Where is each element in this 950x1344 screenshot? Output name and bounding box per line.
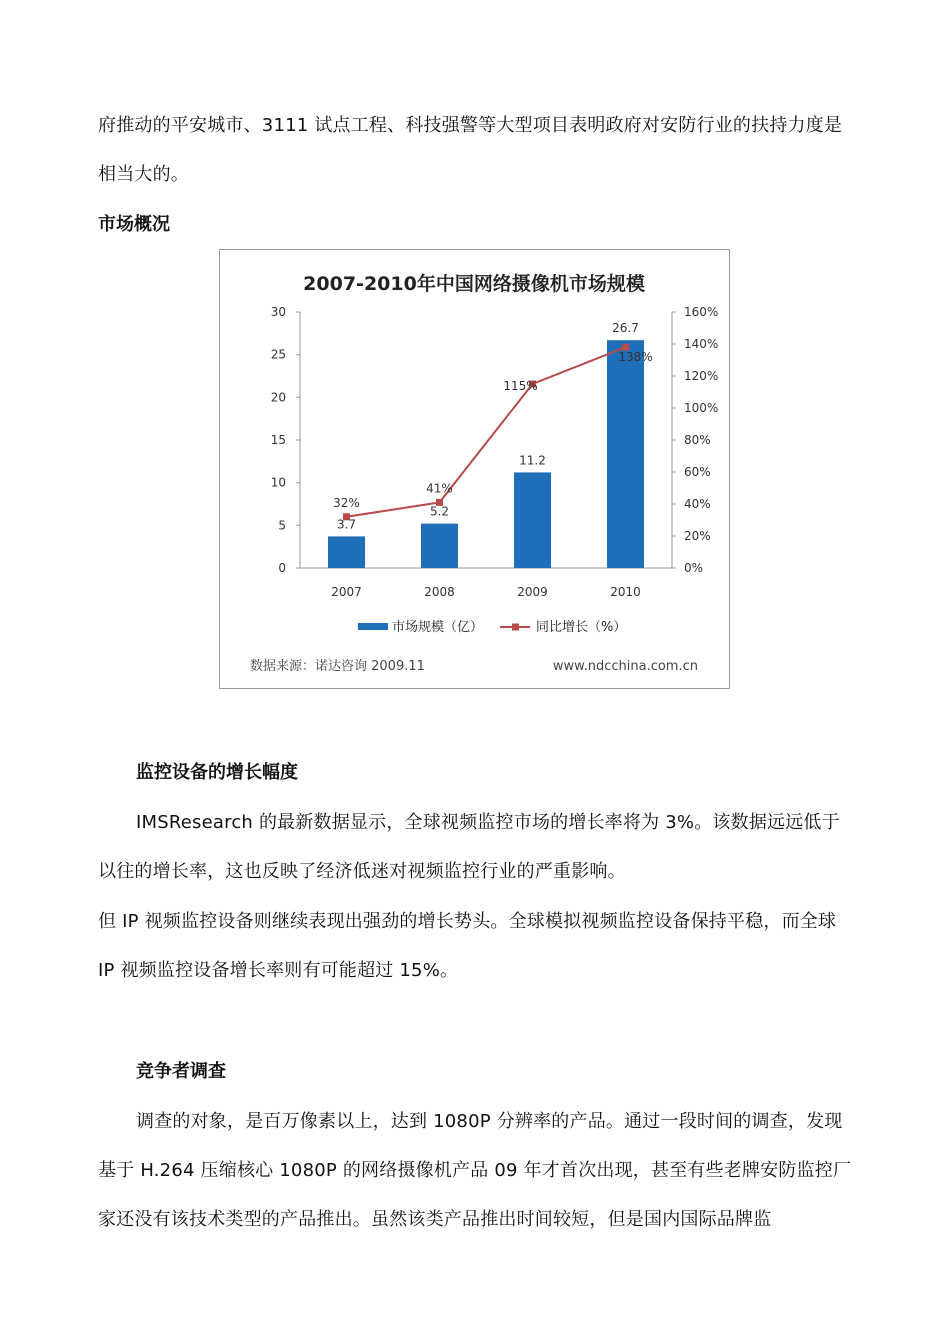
bar-2007: [328, 536, 365, 568]
legend-label-bar: 市场规模（亿）: [392, 620, 484, 635]
heading-competitor: 竞争者调查: [136, 1061, 226, 1082]
x-tick-label: 2010: [610, 585, 641, 599]
chart-title: 2007-2010年中国网络摄像机市场规模: [303, 273, 645, 295]
competitor-paragraph: 调查的对象，是百万像素以上，达到 1080P 分辨率的产品。通过一段时间的调查，发现基于 H.264 压缩核心 1080P 的网络摄像机产品 09 年才首次出现，甚至有些老牌安防监控厂家还没有该技术类型的产品推出。虽然该类产品推出时间较短，但是国内国际品牌监: [98, 1111, 852, 1230]
bar-value-label: 5.2: [429, 504, 450, 519]
x-tick-label: 2009: [517, 585, 548, 599]
y-left-tick-label: 15: [270, 433, 286, 447]
y-left-tick-label: 25: [270, 347, 286, 362]
growth-paragraph-2: 但 IP 视频监控设备则继续表现出强劲的增长势头。全球模拟视频监控设备保持平稳，而全球 IP 视频监控设备增长率则有可能超过 15%。: [98, 911, 837, 981]
growth-paragraph-1: IMSResearch 的最新数据显示，全球视频监控市场的增长率将为 3%。该数据远远低于以往的增长率，这也反映了经济低迷对视频监控行业的严重影响。: [98, 812, 840, 882]
y-right-tick-label: 20%: [684, 529, 711, 543]
growth-value-label: 138%: [618, 350, 653, 365]
chart-website: www.ndcchina.com.cn: [552, 659, 698, 674]
y-left-tick-label: 10: [270, 475, 286, 490]
y-left-tick-label: 30: [270, 305, 286, 319]
bar-value-label: 3.7: [336, 517, 357, 532]
y-left-tick-label: 20: [270, 390, 286, 405]
legend-label-line: 同比增长（%）: [536, 620, 627, 635]
chart-svg: [220, 250, 729, 688]
growth-value-label: 115%: [503, 379, 538, 393]
growth-value-label: 41%: [426, 481, 453, 496]
y-right-tick-label: 80%: [684, 433, 711, 447]
y-left-tick-label: 0: [278, 561, 286, 575]
chart-source: 数据来源：诺达咨询 2009.11: [250, 659, 425, 674]
bar-2009: [514, 472, 551, 568]
bar-2008: [421, 524, 458, 568]
y-right-tick-label: 40%: [684, 497, 711, 511]
y-right-tick-label: 100%: [684, 401, 719, 415]
legend-swatch-bar: [358, 623, 388, 630]
x-tick-label: 2008: [424, 585, 455, 599]
growth-line: [347, 347, 626, 517]
y-right-tick-label: 160%: [684, 305, 719, 319]
market-size-chart: [219, 249, 730, 689]
intro-paragraph: 府推动的平安城市、3111 试点工程、科技强警等大型项目表明政府对安防行业的扶持力度是相当大的。: [98, 115, 843, 185]
legend-swatch-marker: [512, 624, 519, 631]
y-right-tick-label: 120%: [684, 369, 719, 383]
bar-value-label: 11.2: [519, 453, 546, 468]
y-right-tick-label: 0%: [684, 561, 704, 575]
y-right-tick-label: 60%: [684, 465, 711, 479]
bar-value-label: 26.7: [612, 321, 639, 336]
y-left-tick-label: 5: [278, 518, 286, 533]
growth-value-label: 32%: [333, 495, 360, 510]
y-right-tick-label: 140%: [684, 337, 719, 351]
heading-market-overview: 市场概况: [98, 214, 170, 235]
heading-growth: 监控设备的增长幅度: [136, 762, 298, 783]
x-tick-label: 2007: [331, 585, 362, 599]
bar-2010: [607, 340, 644, 568]
